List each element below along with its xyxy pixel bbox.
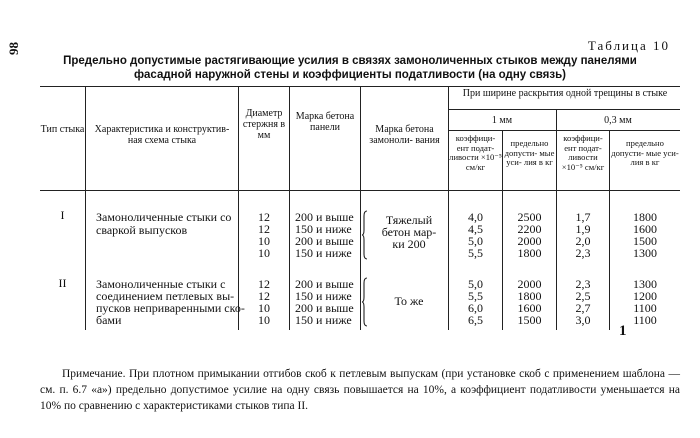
- description-line: бами: [96, 313, 122, 327]
- force-value: 2000: [517, 277, 542, 291]
- force-value: 1300: [633, 277, 657, 291]
- diameter-value: 10: [258, 246, 270, 260]
- panel-grade-value: 200 и выше: [295, 301, 354, 315]
- diameter-value: 12: [258, 277, 270, 291]
- compliance-1mm-column: [449, 211, 502, 259]
- panel-grade-column: [295, 211, 354, 259]
- panel-grade-value: 150 и ниже: [295, 313, 352, 327]
- compliance-value: 4,0: [468, 210, 483, 224]
- grout-line: Тяжелый: [385, 213, 433, 227]
- diameter-value: 12: [258, 289, 270, 303]
- force-value: 2500: [517, 210, 542, 224]
- panel-grade-column: [295, 278, 354, 326]
- compliance-value: 1,9: [575, 222, 591, 236]
- force-value: 1600: [517, 301, 542, 315]
- force-03mm-column: [610, 278, 680, 326]
- diameter-column: [239, 211, 289, 259]
- diameter-value: 12: [258, 222, 270, 236]
- description-line: сваркой выпусков: [96, 223, 188, 237]
- rule-v1: [85, 86, 86, 330]
- force-value: 2000: [517, 234, 542, 248]
- panel-grade-value: 150 и ниже: [295, 246, 352, 260]
- header-characteristic: Характеристика и конструктив- ная схема стыка: [94, 124, 230, 146]
- header-crack-width: При ширине раскрытия одной трещины в стыке: [462, 88, 668, 99]
- page-number: 98: [6, 42, 21, 55]
- header-force-1mm: предельно допусти- мые уси- лия в кг: [504, 138, 555, 168]
- header-concrete-panel: Марка бетона панели: [295, 111, 355, 133]
- force-value: 1800: [517, 246, 542, 260]
- panel-grade-value: 200 и выше: [295, 210, 354, 224]
- diameter-value: 12: [258, 210, 270, 224]
- header-compliance-03mm: коэффици- ент подат- ливости ×10⁻⁵ см/кг: [561, 133, 605, 172]
- header-diameter: Диаметр стержня в мм: [242, 108, 286, 141]
- compliance-value: 2,3: [575, 277, 591, 291]
- force-value: 2200: [517, 222, 542, 236]
- force-value: 1800: [517, 289, 542, 303]
- rule-crack: [448, 109, 680, 110]
- header-compliance-1mm: коэффици- ент подат- ливости ×10⁻⁵ см/кг: [449, 133, 502, 172]
- header-concrete-grout: Марка бетона замоноли- вания: [369, 124, 440, 146]
- force-value: 1600: [633, 222, 657, 236]
- table-number: Таблица 10: [587, 38, 670, 53]
- description: [96, 278, 245, 326]
- description-line: Замоноличенные стыки с: [96, 277, 226, 291]
- description-line: пусков неприваренными ско-: [96, 301, 245, 315]
- description-line: Замоноличенные стыки со: [96, 210, 232, 224]
- title-line-2: фасадной наружной стены и коэффициенты податливости (на одну связь): [133, 69, 567, 81]
- diameter-value: 10: [258, 301, 270, 315]
- title-line-1: Предельно допустимые растягивающие усилия в связях замоноличенных стыков между панелями: [63, 55, 637, 67]
- header-type: Тип стыка: [40, 124, 85, 135]
- compliance-03mm-column: [557, 211, 609, 259]
- compliance-value: 5,0: [468, 277, 483, 291]
- force-1mm-column: [503, 278, 556, 326]
- force-value: 1100: [633, 313, 657, 327]
- type-label: I: [60, 208, 65, 222]
- compliance-value: 2,0: [575, 234, 591, 248]
- diameter-column: [239, 278, 289, 326]
- description-line: соединением петлевых вы-: [96, 289, 235, 303]
- panel-grade-value: 150 и ниже: [295, 222, 352, 236]
- compliance-value: 2,5: [575, 289, 591, 303]
- header-width-03mm: 0,3 мм: [604, 115, 632, 126]
- compliance-1mm-column: [449, 278, 502, 326]
- force-value: 1200: [633, 289, 657, 303]
- diameter-value: 10: [258, 313, 270, 327]
- panel-grade-value: 200 и выше: [295, 234, 354, 248]
- compliance-value: 5,5: [468, 246, 483, 260]
- grout-line: ки 200: [392, 237, 426, 251]
- force-value: 1800: [633, 210, 657, 224]
- header-force-03mm: предельно допусти- мые уси- лия в кг: [611, 138, 679, 168]
- panel-grade-value: 150 и ниже: [295, 289, 352, 303]
- force-1mm-column: [503, 211, 556, 259]
- compliance-value: 2,3: [575, 246, 591, 260]
- force-value: 1500: [517, 313, 542, 327]
- force-03mm-column: [610, 211, 680, 259]
- grout-line: бетон мар-: [381, 225, 437, 239]
- diameter-value: 10: [258, 234, 270, 248]
- panel-grade-value: 200 и выше: [295, 277, 354, 291]
- table-note: Примечание. При плотном примыкании отгибов скоб к петлевым выпускам (при установке скоб с применением шаблона — см. п. 6.7 «а») предельно допустимое усилие на одну связь повышается на 10%, а коэффициент податливости уменьшается на 10% по сравнению с характеристиками стыков типа II.: [40, 368, 680, 412]
- description: [96, 211, 231, 237]
- margin-mark: 1: [619, 323, 627, 339]
- grout-grade: [372, 214, 446, 250]
- compliance-03mm-column: [557, 278, 609, 326]
- header-width-1mm: 1 мм: [491, 115, 513, 126]
- compliance-value: 2,7: [575, 301, 591, 315]
- table-title: [0, 54, 700, 82]
- compliance-value: 5,5: [468, 289, 483, 303]
- compliance-value: 5,0: [468, 234, 483, 248]
- force-value: 1100: [633, 301, 657, 315]
- compliance-value: 6,5: [468, 313, 483, 327]
- compliance-value: 1,7: [575, 210, 591, 224]
- compliance-value: 6,0: [468, 301, 483, 315]
- compliance-value: 4,5: [468, 222, 483, 236]
- compliance-value: 3,0: [575, 313, 591, 327]
- type-label: II: [58, 276, 67, 290]
- force-value: 1300: [633, 246, 657, 260]
- grout-grade: То же: [394, 294, 424, 308]
- force-value: 1500: [633, 234, 657, 248]
- rule-width: [448, 130, 680, 131]
